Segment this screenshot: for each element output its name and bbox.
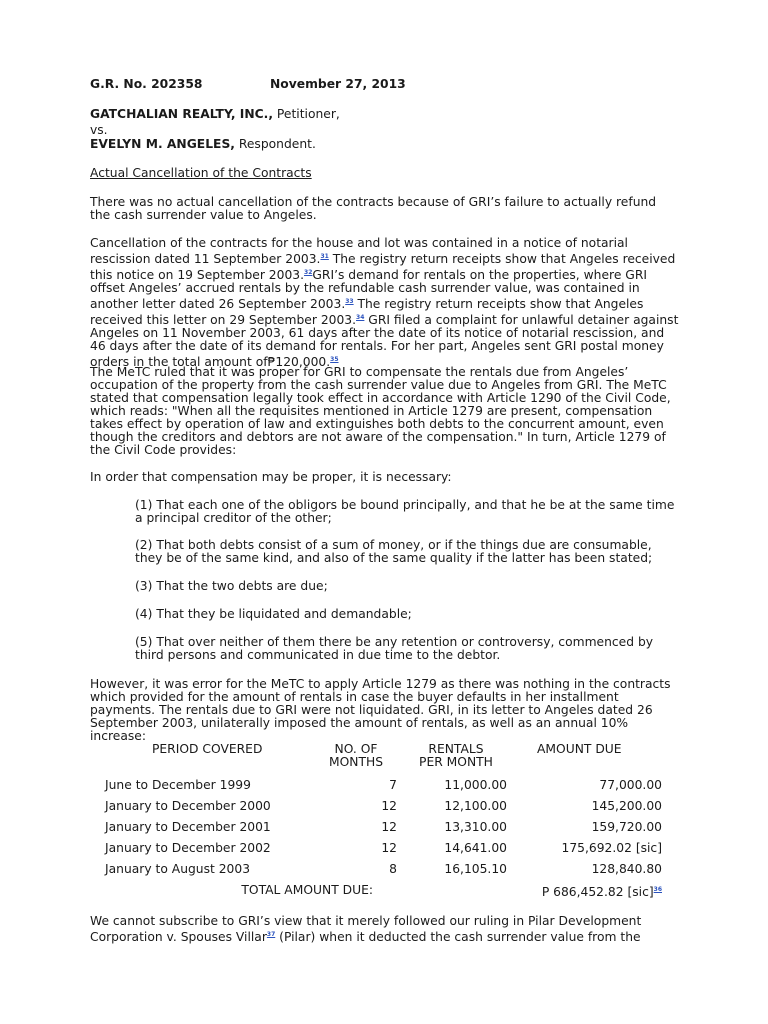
row-months: 12 (381, 841, 397, 855)
decision-date: November 27, 2013 (270, 77, 406, 91)
para2-text-5: GRI filed a complaint for unlawful detainer against Angeles on 11 November 2003, 61 days after the date of its notice of notarial rescission, and 46 days after the date of its demand for rentals. For her part, Angeles sent GRI postal money orders in the total amount of (90, 313, 679, 369)
footnote-36-link[interactable]: 36 (653, 885, 662, 893)
row-rental: 14,641.00 (444, 841, 507, 855)
paragraph-compensation-intro: In order that compensation may be proper, it is necessary: (90, 470, 452, 484)
para2-text-3: GRI’s demand for rentals on the properties, where GRI offset Angeles’ accrued rentals by the refundable cash surrender value, was contained in another letter dated 26 September 2003. (90, 268, 648, 311)
total-label: TOTAL AMOUNT DUE: (241, 883, 373, 897)
petitioner-name: GATCHALIAN REALTY, INC., (90, 107, 274, 121)
case-header (90, 78, 680, 91)
rentals-table (97, 743, 662, 901)
footnote-37-link[interactable]: 37 (266, 931, 276, 938)
gr-number: G.R. No. 202358 (90, 77, 203, 91)
row-period: January to December 2001 (105, 820, 271, 834)
paragraph-pilar (90, 915, 680, 944)
footnote-32-link[interactable]: 32 (304, 269, 313, 276)
paragraph-error: However, it was error for the MeTC to apply Article 1279 as there was nothing in the contracts which provided for the amount of rentals in case the buyer defaults in her installment payments. The rentals due to GRI were not liquidated. GRI, in its letter to Angeles dated 26 September 2003, unilaterally imposed the amount of rentals, as well as an annual 10% increase: (90, 677, 671, 743)
money-order-amount: ₱120,000. (267, 355, 331, 369)
row-months: 12 (381, 799, 397, 813)
requisite-2: (2) That both debts consist of a sum of money, or if the things due are consumable, they be of the same kind, and also of the same quality if the latter has been stated; (135, 538, 653, 565)
header-months-line1: NO. OF (334, 742, 378, 756)
petitioner-role: Petitioner, (273, 107, 340, 121)
row-period: January to December 2002 (105, 841, 271, 855)
total-value-cell (507, 880, 662, 901)
row-rental: 16,105.10 (444, 862, 507, 876)
table-row (97, 796, 662, 817)
row-amount: 159,720.00 (591, 820, 662, 834)
row-rental: 12,100.00 (444, 799, 507, 813)
respondent-role: Respondent. (234, 137, 316, 151)
footnote-34-link[interactable]: 34 (356, 314, 365, 321)
footnote-35-link[interactable]: 35 (330, 356, 339, 363)
para2-text-4: The registry return receipts show that Angeles received this letter on 29 September 2003. (90, 297, 644, 327)
row-period: January to August 2003 (105, 862, 251, 876)
row-period: January to December 2000 (105, 799, 271, 813)
header-months (315, 743, 397, 769)
row-amount: 77,000.00 (599, 778, 662, 792)
table-row (97, 817, 662, 838)
footnote-31-link[interactable]: 31 (320, 253, 329, 260)
respondent-name: EVELYN M. ANGELES, (90, 137, 235, 151)
para2-text-1: Cancellation of the contracts for the house and lot was contained in a notice of notarial rescission dated 11 September 2003. (90, 236, 628, 266)
header-amount: AMOUNT DUE (537, 742, 622, 756)
row-rental: 11,000.00 (444, 778, 507, 792)
paragraph-metc-ruling: The MeTC ruled that it was proper for GRI to compensate the rentals due from Angeles’ occupation of the property from the cash surrender value due to Angeles from GRI. The MeTC stated that compensation legally took effect in accordance with Article 1290 of the Civil Code, which reads: "When all the requisites mentioned in Article 1279 are present, compensation takes effect by operation of law and extinguishes both debts to the concurrent amount, even though the creditors and debtors are not aware of the compensation." In turn, Article 1279 of the Civil Code provides: (90, 365, 671, 457)
row-months: 12 (381, 820, 397, 834)
versus: vs. (90, 123, 108, 137)
para2-text-2: The registry return receipts show that Angeles received this notice on 19 September 2003. (90, 252, 676, 282)
petitioner-line (90, 108, 680, 121)
table-header-row (97, 743, 662, 769)
requisite-5: (5) That over neither of them there be any retention or controversy, commenced by third persons and communicated in due time to the debtor. (135, 635, 654, 662)
table-row (97, 775, 662, 796)
header-rentals-line1: RENTALS (428, 742, 484, 756)
header-period: PERIOD COVERED (152, 742, 263, 756)
table-row (97, 859, 662, 880)
respondent-line (90, 138, 680, 151)
para6-text-1: We cannot subscribe to GRI’s view that it merely followed our ruling in Pilar Development Corporation v. Spouses Villar (90, 914, 642, 944)
paragraph-cancellation (90, 237, 680, 369)
requisite-3: (3) That the two debts are due; (135, 579, 328, 593)
para6-text-2: (Pilar) when it deducted the cash surrender value from the (275, 930, 641, 944)
row-months: 8 (389, 862, 397, 876)
footnote-33-link[interactable]: 33 (345, 298, 354, 305)
total-value: P 686,452.82 [sic] (541, 884, 654, 899)
paragraph-refund: There was no actual cancellation of the contracts because of GRI’s failure to actually refund the cash surrender value to Angeles. (90, 195, 657, 222)
row-amount: 128,840.80 (591, 862, 662, 876)
row-period: June to December 1999 (105, 778, 251, 792)
table-row (97, 838, 662, 859)
section-title: Actual Cancellation of the Contracts (90, 166, 312, 180)
row-rental: 13,310.00 (444, 820, 507, 834)
row-months: 7 (389, 778, 397, 792)
header-months-line2: MONTHS (328, 755, 384, 769)
row-amount: 175,692.02 [sic] (561, 841, 662, 855)
row-amount: 145,200.00 (591, 799, 662, 813)
requisite-4: (4) That they be liquidated and demandable; (135, 607, 412, 621)
requisite-1: (1) That each one of the obligors be bound principally, and that he be at the same time a principal creditor of the other; (135, 498, 675, 525)
table-total-row (97, 880, 662, 901)
header-rentals (397, 743, 507, 769)
header-rentals-line2: PER MONTH (419, 755, 493, 769)
